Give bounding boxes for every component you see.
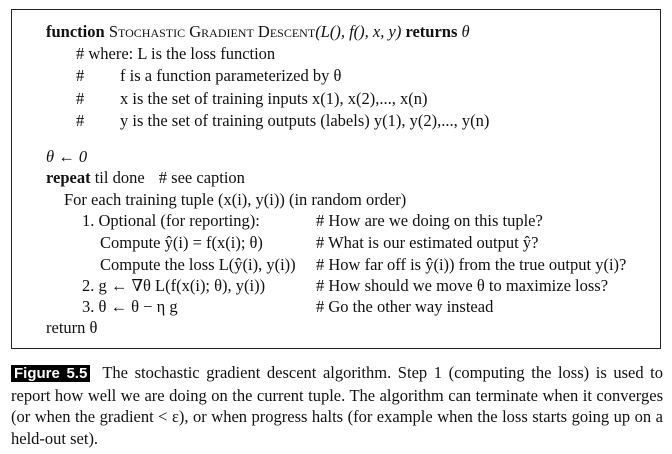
step-1-loss-left: Compute the loss L(ŷ(i), y(i))	[100, 255, 296, 274]
where-text: where: L is the loss function	[88, 44, 276, 63]
step-3-left: 3. θ ← θ − η g	[82, 297, 178, 316]
returns-keyword: returns	[405, 22, 458, 41]
step-3-comment: # Go the other way instead	[316, 297, 494, 316]
step-1-loss-comment: # How far off is ŷ(i)) from the true output y(i)?	[316, 255, 627, 274]
figure-caption	[11, 362, 663, 449]
for-each-line: For each training tuple (x(i), y(i)) (in random order)	[64, 190, 407, 209]
algorithm-name: Stochastic Gradient Descent	[108, 22, 316, 41]
algorithm-box	[11, 9, 661, 349]
function-keyword: function	[46, 22, 105, 41]
algorithm-header	[46, 22, 470, 42]
where-line-2	[76, 66, 342, 86]
return-line: return θ	[46, 318, 98, 337]
return-variable: θ	[461, 22, 470, 41]
comment-hash: #	[76, 89, 85, 108]
step-1-compute-left: Compute ŷ(i) = f(x(i); θ)	[100, 233, 263, 252]
where-line-4	[76, 111, 490, 131]
where-line-3	[76, 89, 428, 109]
caption-text: The stochastic gradient descent algorithm. Step 1 (computing the loss) is used to report how well we are doing on the current tuple. The algorithm can terminate when it converges (or when the gradient < ε), or when progress halts (for example when the loss starts going up on a held-out set).	[11, 363, 663, 448]
step-1-comment: # How are we doing on this tuple?	[316, 211, 543, 230]
algorithm-args: (L(), f(), x, y)	[315, 22, 402, 41]
init-line: θ ← 0	[46, 147, 88, 166]
where-text: y is the set of training outputs (labels) y(1), y(2),..., y(n)	[120, 111, 490, 130]
repeat-keyword: repeat	[46, 168, 91, 187]
where-text: x is the set of training inputs x(1), x(2),..., x(n)	[120, 89, 428, 108]
repeat-line	[46, 168, 245, 188]
step-2-comment: # How should we move θ to maximize loss?	[316, 276, 609, 295]
where-text: f is a function parameterized by θ	[120, 66, 342, 85]
step-2-left: 2. g ← ∇θ L(f(x(i); θ), y(i))	[82, 276, 266, 295]
where-line-1	[76, 44, 275, 64]
comment-hash: #	[76, 66, 85, 85]
figure-label: Figure 5.5	[11, 365, 90, 382]
comment-hash: #	[76, 44, 85, 63]
repeat-comment: # see caption	[158, 168, 245, 187]
step-1-compute-comment: # What is our estimated output ŷ?	[316, 233, 539, 252]
repeat-rest: til done	[94, 168, 145, 187]
comment-hash: #	[76, 111, 85, 130]
step-1-left: 1. Optional (for reporting):	[82, 211, 260, 230]
